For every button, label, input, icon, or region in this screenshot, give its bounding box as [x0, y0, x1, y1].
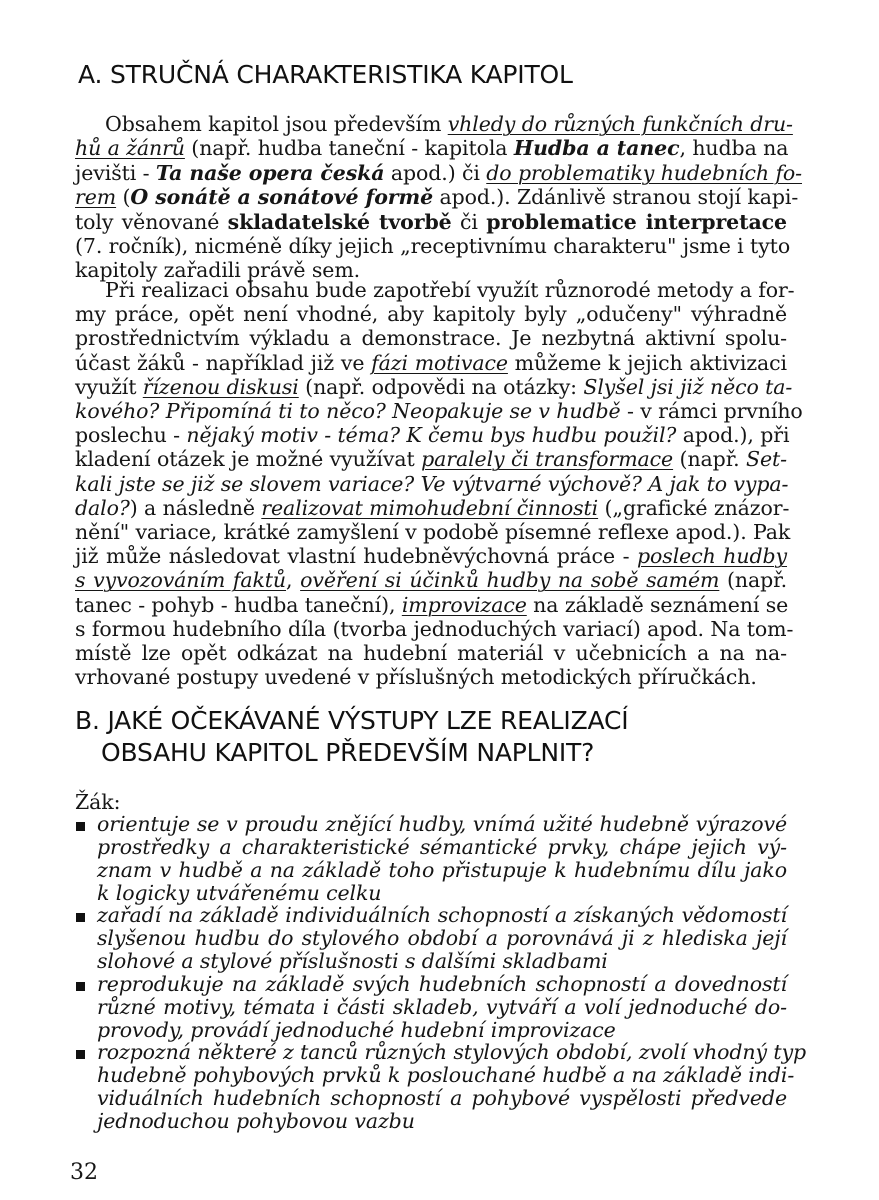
- text-run: či: [451, 209, 487, 234]
- zak-label: Žák:: [75, 790, 121, 814]
- outcome-item-line: jednoduchou pohybovou vazbu: [97, 1109, 415, 1133]
- p2-line: [75, 641, 787, 665]
- text-run: kali jste se již se slovem variace? Ve výtvarné výchově? A jak to vypa-: [75, 471, 789, 496]
- text-run: prostřednictvím výkladu a demonstrace. Je nezbytná aktivní spolu-: [75, 326, 787, 351]
- text-run: , hudba na: [679, 136, 789, 161]
- outcome-item-line: slohové a stylové příslušnosti s dalšími skladbami: [97, 949, 608, 973]
- p2-line: [105, 278, 795, 302]
- text-run: (např. odpovědi na otázky:: [298, 374, 584, 399]
- text-run: („grafické znázor-: [598, 495, 790, 520]
- text-run: (např.: [673, 447, 747, 472]
- outcome-item-line: reprodukuje na základě svých hudebních schopností a dovedností: [97, 972, 787, 996]
- emphasis-underlined: řízenou diskusi: [142, 374, 299, 399]
- p2-line: [75, 520, 790, 544]
- p2-line: [75, 399, 803, 423]
- text-run: toly věnované: [75, 209, 228, 234]
- emphasis-underlined: fázi motivace: [371, 350, 508, 375]
- page-number: 32: [70, 1160, 98, 1185]
- text-run: kladení otázek je možné využívat: [75, 447, 422, 472]
- heading-b-line-2: OBSAHU KAPITOL PŘEDEVŠÍM NAPLNIT?: [101, 738, 595, 767]
- bullet-marker: [76, 982, 85, 991]
- emphasis-underlined: rem: [75, 185, 117, 210]
- bullet-marker: [76, 822, 85, 831]
- p1-line: [105, 112, 793, 136]
- text-run: již může následovat vlastní hudebněvýchovná práce -: [75, 544, 638, 569]
- emphasis-underlined: improvizace: [401, 592, 527, 617]
- emphasis-underlined: realizovat mimohudební činnosti: [261, 495, 599, 520]
- text-run: - v rámci prvního: [620, 399, 803, 423]
- p2-line: [75, 472, 788, 496]
- outcome-item-line: viduálních hudebních schopností a pohybové vyspělosti předvede: [97, 1086, 787, 1110]
- text-run: apod.) či: [384, 160, 487, 185]
- outcome-item-line: zařadí na základě individuálních schopností a získaných vědomostí: [97, 903, 787, 927]
- text-run: poslechu -: [75, 423, 187, 448]
- outcome-item-line: k logicky utvářenému celku: [97, 881, 382, 905]
- text-run: apod.). Zdánlivě stranou stojí kapi-: [433, 185, 799, 210]
- text-run: Ta naše opera česká: [155, 160, 385, 185]
- text-run: (např.: [719, 568, 787, 593]
- p2-line: [75, 447, 787, 471]
- bullet-marker: [76, 1050, 85, 1059]
- p2-line: [75, 568, 787, 592]
- text-run: Hudba a tanec: [513, 136, 680, 161]
- emphasis-underlined: do problematiky hudebních fo-: [486, 160, 802, 185]
- text-run: O sonátě a sonátové formě: [130, 185, 434, 210]
- text-run: my práce, opět není vhodné, aby kapitoly byly „odučeny" výhradně: [75, 302, 787, 327]
- outcome-item-line: rozpozná některé z tanců různých stylových období, zvolí vhodný typ: [97, 1040, 807, 1064]
- outcome-item-line: hudebně pohybových prvků k poslouchané hudbě a na základě indi-: [97, 1063, 795, 1087]
- outcome-item-line: znam v hudbě a na základě toho přistupuje k hudebnímu dílu jako: [97, 858, 787, 882]
- text-run: Při realizaci obsahu bude zapotřebí využít různorodé metody a for-: [105, 278, 795, 302]
- outcome-item-line: různé motivy, témata i části skladeb, vytváří a volí jednoduché do-: [97, 995, 787, 1019]
- text-run: jevišti -: [75, 160, 156, 185]
- p2-line: [75, 617, 793, 641]
- outcome-item-line: prostředky a charakteristické sémantické prvky, chápe jejich vý-: [97, 835, 787, 859]
- text-run: kapitoly zařadili právě sem.: [75, 258, 361, 283]
- text-run: Set-: [746, 447, 787, 472]
- p1-line: [75, 210, 787, 234]
- emphasis-underlined: s vyvozováním faktů: [75, 568, 287, 593]
- text-run: ) a následně: [129, 495, 262, 520]
- text-run: Slyšel jsi již něco ta-: [583, 374, 793, 399]
- p1-line: [75, 234, 790, 258]
- emphasis-underlined: vhledy do různých funkčních dru-: [447, 112, 793, 136]
- emphasis-underlined: poslech hudby: [637, 544, 788, 569]
- emphasis-underlined: paralely či transformace: [421, 447, 674, 472]
- outcome-item-line: orientuje se v proudu znějící hudby, vnímá užité hudebně výrazové: [97, 812, 787, 836]
- text-run: vrhované postupy uvedené v příslušných metodických příručkách.: [75, 665, 757, 690]
- p2-line: [75, 544, 787, 568]
- text-run: účast žáků - například již ve: [75, 350, 372, 375]
- text-run: kového? Připomíná ti to něco? Neopakuje se v hudbě: [75, 399, 621, 423]
- p1-line: [75, 161, 802, 185]
- text-run: (: [116, 185, 131, 210]
- bullet-marker: [76, 913, 85, 922]
- text-run: nějaký motiv - téma? K čemu bys hudbu použil?: [186, 423, 677, 448]
- p1-line: [75, 185, 798, 209]
- text-run: místě lze opět odkázat na hudební materiál v učebnicích a na na-: [75, 641, 787, 665]
- text-run: apod.), při: [676, 423, 790, 448]
- heading-a: A. STRUČNÁ CHARAKTERISTIKA KAPITOL: [78, 60, 573, 89]
- p2-line: [75, 593, 788, 617]
- p2-line: [75, 326, 787, 350]
- emphasis-underlined: ověření si účinků hudby na sobě samém: [300, 568, 720, 593]
- p2-line: [75, 496, 789, 520]
- text-run: dalo?: [75, 495, 130, 520]
- emphasis-underlined: hů a žánrů: [75, 136, 185, 161]
- text-run: ,: [286, 568, 301, 593]
- p2-line: [75, 423, 789, 447]
- text-run: (7. ročník), nicméně díky jejich „receptivnímu charakteru" jsme i tyto: [75, 234, 791, 258]
- text-run: využít: [75, 374, 143, 399]
- p2-line: [75, 302, 787, 326]
- text-run: skladatelské tvorbě: [227, 209, 452, 234]
- text-run: na základě seznámení se: [526, 592, 789, 617]
- text-run: nění" variace, krátké zamyšlení v podobě písemné reflexe apod.). Pak: [75, 520, 791, 544]
- text-run: s formou hudebního díla (tvorba jednoduchých variací) apod. Na tom-: [75, 616, 794, 641]
- p2-line: [75, 665, 757, 689]
- p2-line: [75, 375, 792, 399]
- text-run: tanec - pohyb - hudba taneční),: [75, 592, 402, 617]
- text-run: Obsahem kapitol jsou především: [105, 112, 448, 136]
- outcome-item-line: provody, provádí jednoduché hudební improvizace: [97, 1018, 616, 1042]
- text-run: problematice interpretace: [486, 209, 788, 234]
- outcome-item-line: slyšenou hudbu do stylového období a porovnává ji z hlediska její: [97, 926, 787, 950]
- p1-line: [75, 136, 788, 160]
- p2-line: [75, 351, 787, 375]
- heading-b-line-1: B. JAKÉ OČEKÁVANÉ VÝSTUPY LZE REALIZACÍ: [75, 706, 629, 735]
- text-run: můžeme k jejich aktivizaci: [507, 350, 788, 375]
- text-run: (např. hudba taneční - kapitola: [184, 136, 514, 161]
